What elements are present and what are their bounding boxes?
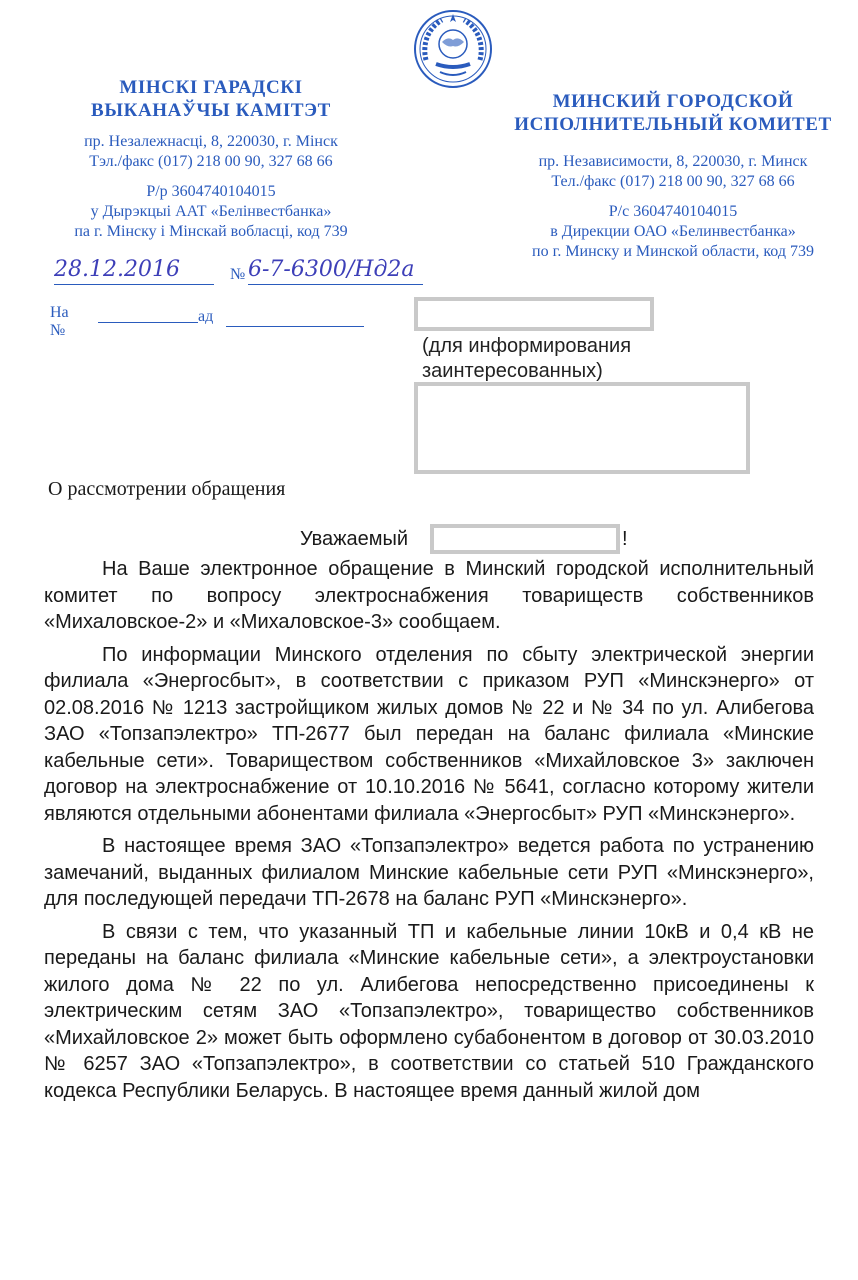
letterhead-russian	[494, 90, 852, 262]
reference-date-label: ад	[198, 308, 214, 325]
reference-number-field	[98, 322, 198, 323]
org-name-line2: ИСПОЛНИТЕЛЬНЫЙ КОМИТЕТ	[514, 114, 832, 135]
letter-body	[44, 556, 814, 1110]
registration-line	[50, 256, 430, 286]
belarus-coat-of-arms-icon	[412, 8, 494, 90]
recipient-note-line2: заинтересованных)	[422, 360, 603, 382]
letterhead-belarusian	[36, 76, 386, 242]
org-name-belarusian	[36, 76, 386, 122]
redacted-recipient-address	[414, 382, 750, 474]
body-paragraph: В связи с тем, что указанный ТП и кабельные линии 10кВ и 0,4 кВ не переданы на баланс филиала «Минские кабельные сети», а электроустановки жилого дома № 22 по ул. Алибегова непосредственно присоединены к электрическим сетям ЗАО «Топзапэлектро», товарищество собственников «Михайловское 2» может быть оформлено субабонентом в договор от 30.03.2010 № 6257 ЗАО «Топзапэлектро», в соответствии со статьей 510 Гражданского кодекса Республики Беларусь. В настоящее время данный жилой дом	[44, 920, 814, 1102]
bank-line: у Дырэкцыі ААТ «Белінвестбанка»	[90, 203, 332, 220]
org-name-line2: ВЫКАНАЎЧЫ КАМІТЭТ	[91, 100, 331, 121]
recipient-note	[422, 334, 631, 384]
region-line: па г. Мінску і Мінскай вобласці, код 739	[74, 223, 348, 240]
redacted-addressee-name	[430, 524, 620, 554]
registration-date: 28.12.2016	[54, 256, 214, 285]
account-line: Р/с 3604740104015	[608, 203, 738, 220]
org-name-line1: МІНСКІ ГАРАДСКІ	[119, 77, 303, 98]
org-name-line1: МИНСКИЙ ГОРОДСКОЙ	[552, 91, 794, 112]
region-line: по г. Минску и Минской области, код 739	[532, 243, 814, 260]
org-name-russian	[494, 90, 852, 136]
salutation-end: !	[622, 528, 628, 550]
body-paragraph: В настоящее время ЗАО «Топзапэлектро» ведется работа по устранению замечаний, выданных филиалом Минские кабельные сети РУП «Минскэнерго», для последующей передачи ТП-2678 на баланс РУП «Минскэнерго».	[44, 835, 814, 910]
address-line: пр. Независимости, 8, 220030, г. Минск	[538, 153, 808, 170]
phone-line: Тел./факс (017) 218 00 90, 327 68 66	[551, 173, 795, 190]
letter-subject: О рассмотрении обращения	[48, 478, 286, 500]
recipient-note-line1: (для информирования	[422, 335, 632, 357]
salutation: Уважаемый	[300, 528, 409, 550]
account-line: Р/р 3604740104015	[146, 183, 276, 200]
address-line: пр. Незалежнасці, 8, 220030, г. Мінск	[84, 133, 338, 150]
redacted-recipient-name	[414, 297, 654, 331]
phone-line: Тэл./факс (017) 218 00 90, 327 68 66	[89, 153, 333, 170]
reference-number-label: На №	[50, 304, 69, 339]
body-paragraph: На Ваше электронное обращение в Минский городской исполнительный комитет по вопросу электроснабжения товариществ собственников «Михаловское-2» и «Михаловское-3» сообщаем.	[44, 558, 814, 633]
body-paragraph: По информации Минского отделения по сбыту электрической энергии филиала «Энергосбыт», в соответствии с приказом РУП «Минскэнерго» от 02.08.2016 № 1213 застройщиком жилых домов № 22 и № 34 по ул. Алибегова ЗАО «Топзапэлектро» ТП-2677 был передан на баланс филиала «Минские кабельные сети». Товариществом собственников «Михайловское 3» заключен договор на электроснабжение от 10.10.2016 № 5641, согласно которому жители являются отдельными абонентами филиала «Энергосбыт» РУП «Минскэнерго».	[44, 643, 814, 825]
bank-line: в Дирекции ОАО «Белинвестбанка»	[550, 223, 796, 240]
number-label: №	[230, 266, 246, 283]
reference-date-field	[226, 326, 364, 327]
registration-number: 6-7-6300/Нд2а	[248, 256, 423, 285]
